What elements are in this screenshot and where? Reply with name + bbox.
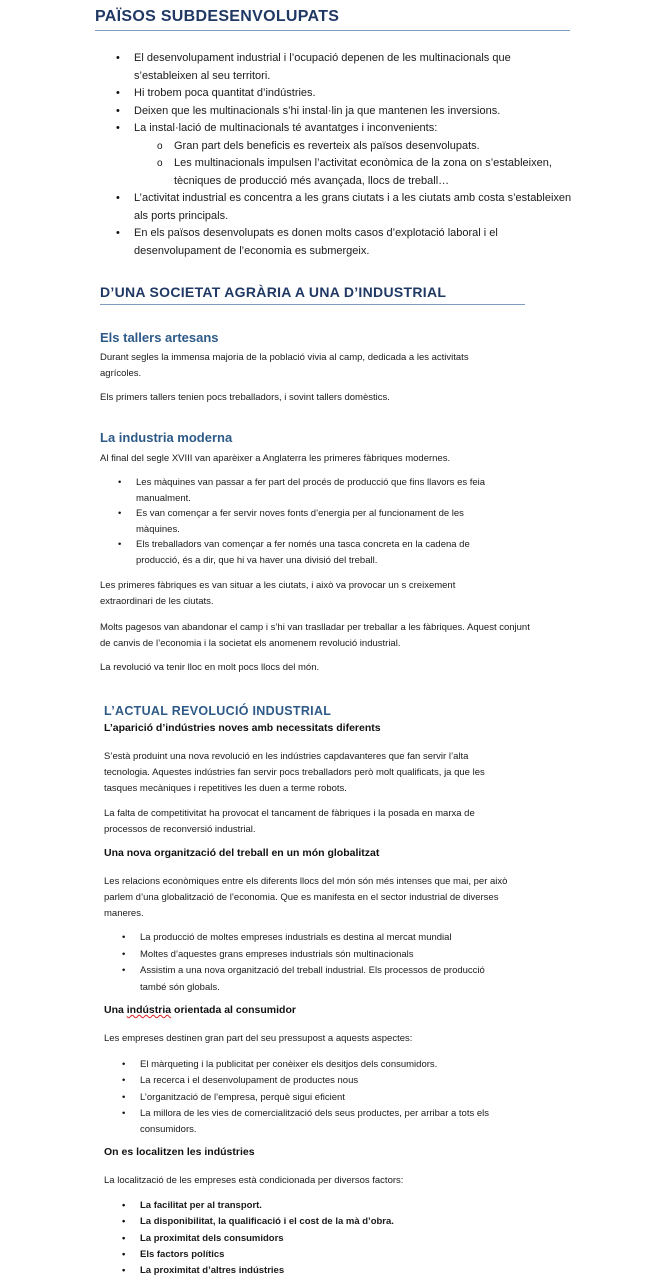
list-item: • La disponibilitat, la qualificació i el cost de la mà d’obra. <box>140 1214 520 1230</box>
paragraph: Les primeres fàbriques es van situar a les ciutats, i això va provocar un s creixement extraordinari de les ciutats. <box>100 580 456 607</box>
list-item: • Moltes d’aquestes grans empreses industrials són multinacionals <box>140 947 510 964</box>
factors-list <box>140 1198 520 1279</box>
list-item: • En els països desenvolupats es donen molts casos d’explotació laboral i el desenvolupament de l’economia es submergeix. <box>134 225 574 260</box>
section-title-actual: L’ACTUAL REVOLUCIÓ INDUSTRIAL <box>104 704 332 718</box>
paragraph: La falta de competitivitat ha provocat el tancament de fàbriques i la posada en marxa de processos de reconversió industrial. <box>104 808 475 835</box>
list-item: • Es van començar a fer servir noves fonts d’energia per al funcionament de les màquines. <box>136 506 501 537</box>
paragraph: Al final del segle XVIII van aparèixer a Anglaterra les primeres fàbriques modernes. <box>100 453 451 464</box>
list-item: • La millora de les vies de comercialització dels seus productes, per arribar a tots els consumidors. <box>140 1106 520 1139</box>
paragraph: Durant segles la immensa majoria de la població vivia al camp, dedicada a les activitats agrícoles. <box>100 352 469 379</box>
heading-part-misspelled: indústria <box>126 1004 172 1016</box>
heading-consumidor <box>104 1004 296 1016</box>
list-item: • La instal·lació de multinacionals té avantatges i inconvenients: o Gran part dels beneficis es reverteix als països desenvolupats. o Les multinacionals impulsen l’activitat econòmica de la zona on s’estableixen, tècniques de producció més avançada, llocs de treball… <box>134 120 574 190</box>
list-item: • Deixen que les multinacionals s’hi instal·lin ja que mantenen les inversions. <box>134 103 574 121</box>
moderna-list <box>136 475 501 568</box>
section-title-paisos: PAÏSOS SUBDESENVOLUPATS <box>95 8 570 31</box>
paragraph: Els primers tallers tenien pocs treballadors, i sovint tallers domèstics. <box>100 392 390 403</box>
heading-part: orientada al consumidor <box>171 1004 296 1016</box>
paragraph: La localització de les empreses està condicionada per diversos factors: <box>104 1175 404 1186</box>
heading-organitzacio: Una nova organització del treball en un món globalitzat <box>104 847 380 859</box>
list-item: • La producció de moltes empreses industrials es destina al mercat mundial <box>140 930 510 947</box>
sub-list-item: o Gran part dels beneficis es reverteix als països desenvolupats. <box>174 138 574 156</box>
list-item: • El desenvolupament industrial i l’ocupació depenen de les multinacionals que s’estableixen al seu territori. <box>134 50 574 85</box>
heading-part: Una <box>104 1004 127 1016</box>
heading-localitzen: On es localitzen les indústries <box>104 1146 255 1158</box>
paragraph: S’està produint una nova revolució en les indústries capdavanteres que fan servir l’alta tecnologia. Aquestes indústries fan servir pocs treballadors però molt qualificats, ja que les tasques mecàniques i repetitives les duen a terme robots. <box>104 751 485 794</box>
list-item: • La recerca i el desenvolupament de productes nous <box>140 1073 520 1089</box>
list-item: • Els factors polítics <box>140 1247 520 1263</box>
paisos-list <box>134 50 574 260</box>
paragraph: Les empreses destinen gran part del seu pressupost a aquests aspectes: <box>104 1033 413 1044</box>
sub-list-item: o Les multinacionals impulsen l’activitat econòmica de la zona on s’estableixen, tècniques de producció més avançada, llocs de treball… <box>174 155 574 190</box>
heading-moderna: La industria moderna <box>100 430 233 445</box>
list-item: • La proximitat d’altres indústries <box>140 1263 520 1279</box>
list-item: • Les màquines van passar a fer part del procés de producció que fins llavors es feia manualment. <box>136 475 501 506</box>
paragraph: La revolució va tenir lloc en molt pocs llocs del món. <box>100 662 320 673</box>
section-title-societat: D’UNA SOCIETAT AGRÀRIA A UNA D’INDUSTRIAL <box>100 284 525 305</box>
list-item: • L’organització de l’empresa, perquè sigui eficient <box>140 1090 520 1106</box>
list-item: • La facilitat per al transport. <box>140 1198 520 1214</box>
list-item: • La proximitat dels consumidors <box>140 1231 520 1247</box>
paragraph: Les relacions econòmiques entre els diferents llocs del món són més intenses que mai, per això parlem d’una globalització de l’economia. Que es manifesta en el sector industrial de diverses maneres. <box>104 876 508 919</box>
list-item: • El màrqueting i la publicitat per conèixer els desitjos dels consumidors. <box>140 1057 520 1073</box>
heading-tallers: Els tallers artesans <box>100 330 219 345</box>
list-item: • L’activitat industrial es concentra a les grans ciutats i a les ciutats amb costa s’estableixen als ports principals. <box>134 190 574 225</box>
heading-aparicio: L’aparició d’indústries noves amb necessitats diferents <box>104 722 381 734</box>
list-item: • Els treballadors van començar a fer només una tasca concreta en la cadena de producció, és a dir, que hi va haver una divisió del treball. <box>136 537 501 568</box>
list-item: • Hi trobem poca quantitat d’indústries. <box>134 85 574 103</box>
organitzacio-list <box>140 930 510 996</box>
consumidor-list <box>140 1057 520 1138</box>
paragraph: Molts pagesos van abandonar el camp i s’hi van traslladar per treballar a les fàbriques. Aquest conjunt de canvis de l’economia i la societat els anomenem revolució industrial. <box>100 622 530 649</box>
list-item: • Assistim a una nova organització del treball industrial. Els processos de producció també són globals. <box>140 963 510 996</box>
